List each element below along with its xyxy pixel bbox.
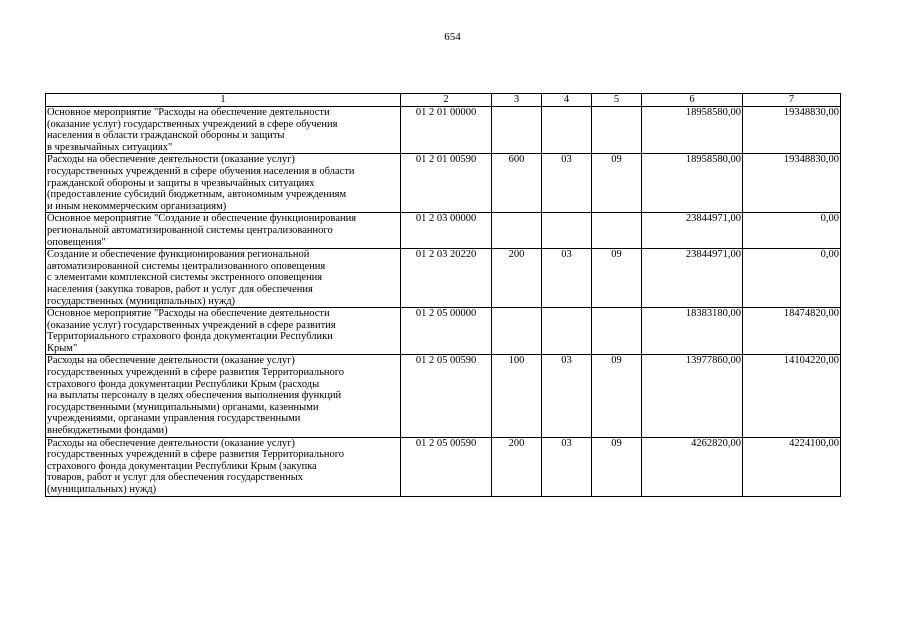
- expense-name-line: внебюджетными фондами): [47, 425, 168, 437]
- expense-name-line: страхового фонда документации Республики Крым (закупка: [47, 460, 317, 472]
- expense-name-line: государственных (муниципальных) нужд): [47, 295, 236, 307]
- expense-name-line: (оказание услуг) государственных учреждений в сфере обучения: [47, 118, 338, 130]
- expense-name-line: Расходы на обеспечение деятельности (оказание услуг): [47, 437, 295, 449]
- expense-name-line: (муниципальных) нужд): [47, 484, 157, 495]
- expense-name-line: Основное мероприятие "Создание и обеспечение функционирования: [47, 213, 357, 225]
- amount-col-7: 0,00: [743, 213, 841, 249]
- column-header-7: 7: [743, 94, 841, 107]
- amount-col-7: 19348830,00: [743, 107, 841, 154]
- column-header-5: 5: [592, 94, 642, 107]
- column-header-6: 6: [642, 94, 743, 107]
- expense-name: [46, 107, 401, 154]
- section: 03: [542, 249, 592, 308]
- amount-col-7: 0,00: [743, 249, 841, 308]
- subsection: 09: [592, 154, 642, 213]
- expense-name-line: Расходы на обеспечение деятельности (оказание услуг): [47, 355, 295, 367]
- expense-name-line: (предоставление субсидий бюджетным, автономным учреждениям: [47, 189, 347, 201]
- subsection: 09: [592, 249, 642, 308]
- section: 03: [542, 355, 592, 437]
- expense-type: 200: [492, 249, 542, 308]
- target-code: 01 2 01 00590: [401, 154, 492, 213]
- expense-type: [492, 107, 542, 154]
- expense-name-line: учреждениями, органами управления государственными: [47, 413, 301, 425]
- header-row: [46, 94, 841, 107]
- amount-col-6: 18958580,00: [642, 154, 743, 213]
- column-header-2: 2: [401, 94, 492, 107]
- expense-type: 100: [492, 355, 542, 437]
- amount-col-6: 18383180,00: [642, 308, 743, 355]
- target-code: 01 2 05 00590: [401, 355, 492, 437]
- expense-type: [492, 213, 542, 249]
- expense-name-line: автоматизированной системы централизованного оповещения: [47, 260, 326, 272]
- expense-name-line: и иным некоммерческим организациям): [47, 200, 227, 212]
- expense-name-line: государственных учреждений в сфере развития Территориального: [47, 449, 345, 461]
- section: [542, 107, 592, 154]
- amount-col-7: 18474820,00: [743, 308, 841, 355]
- table-row: [46, 355, 841, 437]
- target-code: 01 2 05 00590: [401, 437, 492, 496]
- target-code: 01 2 05 00000: [401, 308, 492, 355]
- page-number: 654: [444, 31, 461, 43]
- expense-type: 200: [492, 437, 542, 496]
- expense-name-line: населения (закупка товаров, работ и услуг для обеспечения: [47, 283, 313, 295]
- subsection: 09: [592, 437, 642, 496]
- section: 03: [542, 154, 592, 213]
- table-row: [46, 437, 841, 496]
- table-row: [46, 249, 841, 308]
- amount-col-6: 18958580,00: [642, 107, 743, 154]
- table-row: [46, 213, 841, 249]
- amount-col-7: 14104220,00: [743, 355, 841, 437]
- expense-name-line: (оказание услуг) государственных учреждений в сфере развития: [47, 319, 336, 331]
- expense-name-line: населения в области гражданской обороны и защиты: [47, 130, 285, 142]
- expense-name: [46, 213, 401, 249]
- expense-name-line: государственными (муниципальными) органами, казенными: [47, 401, 319, 413]
- amount-col-7: 19348830,00: [743, 154, 841, 213]
- subsection: [592, 308, 642, 355]
- table-row: [46, 154, 841, 213]
- expense-name: [46, 249, 401, 308]
- target-code: 01 2 03 20220: [401, 249, 492, 308]
- expense-name-line: гражданской обороны и защиты в чрезвычайных ситуациях: [47, 177, 315, 189]
- section: 03: [542, 437, 592, 496]
- expense-name-line: Крым": [47, 342, 78, 354]
- expense-name-line: страхового фонда документации Республики Крым (расходы: [47, 378, 320, 390]
- expense-type: 600: [492, 154, 542, 213]
- table-row: [46, 308, 841, 355]
- expense-name-line: в чрезвычайных ситуациях": [47, 141, 173, 153]
- expense-name-line: Расходы на обеспечение деятельности (оказание услуг): [47, 154, 295, 166]
- table-row: [46, 107, 841, 154]
- expense-type: [492, 308, 542, 355]
- expense-name: [46, 437, 401, 496]
- expense-name: [46, 355, 401, 437]
- column-header-3: 3: [492, 94, 542, 107]
- expense-name-line: оповещения": [47, 236, 106, 248]
- target-code: 01 2 03 00000: [401, 213, 492, 249]
- subsection: [592, 107, 642, 154]
- column-header-1: 1: [46, 94, 401, 107]
- expense-name-line: государственных учреждений в сфере развития Территориального: [47, 367, 345, 379]
- expense-name-line: Основное мероприятие "Расходы на обеспечение деятельности: [47, 308, 330, 320]
- target-code: 01 2 01 00000: [401, 107, 492, 154]
- expense-name-line: с элементами комплексной системы экстренного оповещения: [47, 272, 323, 284]
- expense-name-line: Территориального страхового фонда документации Республики: [47, 331, 333, 343]
- subsection: 09: [592, 355, 642, 437]
- amount-col-6: 23844971,00: [642, 213, 743, 249]
- amount-col-6: 23844971,00: [642, 249, 743, 308]
- amount-col-6: 13977860,00: [642, 355, 743, 437]
- amount-col-7: 4224100,00: [743, 437, 841, 496]
- section: [542, 213, 592, 249]
- section: [542, 308, 592, 355]
- expense-name-line: государственных учреждений в сфере обучения населения в области: [47, 165, 355, 177]
- expense-name-line: Создание и обеспечение функционирования региональной: [47, 249, 310, 261]
- expense-name-line: на выплаты персоналу в целях обеспечения выполнения функций: [47, 390, 342, 402]
- expense-name: [46, 308, 401, 355]
- expense-name-line: товаров, работ и услуг для обеспечения государственных: [47, 472, 304, 484]
- expense-name-line: Основное мероприятие "Расходы на обеспечение деятельности: [47, 107, 330, 118]
- expense-name-line: региональной автоматизированной системы централизованного: [47, 224, 333, 236]
- column-header-4: 4: [542, 94, 592, 107]
- subsection: [592, 213, 642, 249]
- expense-name: [46, 154, 401, 213]
- budget-table: [45, 93, 841, 497]
- amount-col-6: 4262820,00: [642, 437, 743, 496]
